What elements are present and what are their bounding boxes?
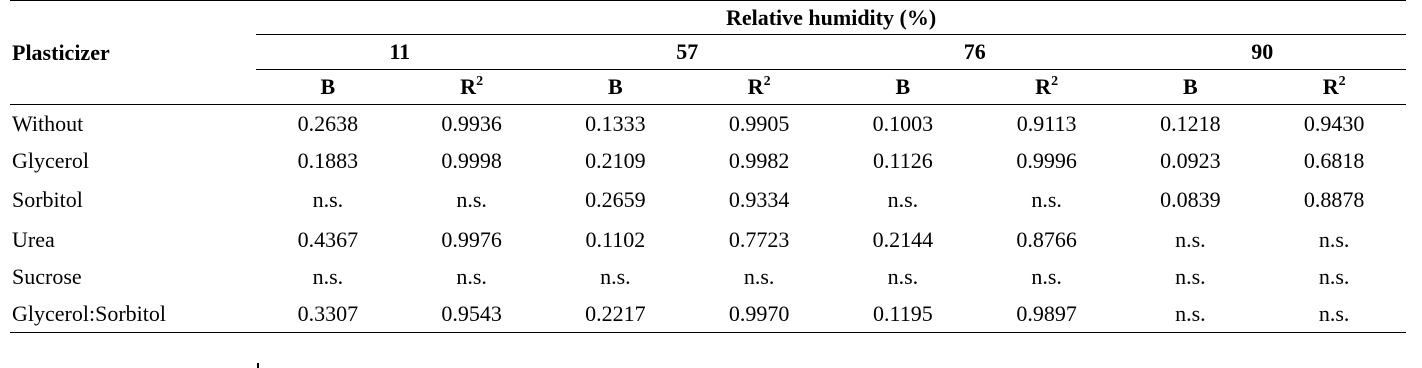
table-cell: n.s. [456,263,487,289]
r2-column-header [975,70,1119,105]
table-cell: n.s. [1031,187,1062,212]
plasticizer-name: Without [12,110,84,136]
r-label: R [460,74,477,99]
r-superscript: 2 [1338,74,1346,89]
table-cell: 0.3307 [256,295,400,333]
table-cell: 0.1883 [297,147,359,173]
table-cell: n.s. [887,263,919,289]
relative-humidity-header: Relative humidity (%) [256,1,1406,35]
bottom-edge-mark [257,363,259,368]
table-cell: 0.9905 [728,110,790,136]
r2-column-header [1262,70,1406,105]
humidity-level-header: 90 [1119,35,1407,70]
r-superscript: 2 [1051,74,1059,89]
table-cell: 0.1195 [831,295,975,333]
table-cell: 0.2638 [297,110,359,136]
b-column-header: B [831,70,975,105]
table-cell: 0.9113 [1016,110,1077,136]
plasticizer-name: Sucrose [12,263,82,289]
plasticizer-column-header: Plasticizer [10,1,256,105]
table-cell: 0.1003 [872,110,934,136]
r-label: R [1035,74,1052,99]
table-cell: 0.9976 [441,226,502,252]
table-cell: 0.2144 [872,226,934,252]
table-row [10,105,1406,143]
humidity-level-header: 57 [544,35,832,70]
table-cell: 0.4367 [297,226,359,252]
table-cell: 0.6818 [1303,147,1365,173]
table-cell: 0.8878 [1303,187,1365,212]
table-row [10,295,1406,333]
table-cell: 0.2217 [544,295,688,333]
table-cell: n.s. [1031,263,1062,289]
table-cell: 0.9430 [1303,110,1365,136]
table-cell: 0.9996 [1016,147,1077,173]
humidity-level-header: 11 [256,35,544,70]
table-cell: n.s. [1175,226,1206,252]
table-cell: n.s. [312,263,344,289]
table-cell: n.s. [887,187,919,212]
table-cell: 0.8766 [1016,226,1077,252]
table-row [10,142,1406,179]
table-cell: n.s. [1318,263,1350,289]
table-cell: n.s. [1175,263,1206,289]
table-cell: 0.1333 [585,110,646,136]
b-column-header: B [1119,70,1263,105]
table-row [10,221,1406,258]
table-cell: 0.9334 [728,187,790,212]
humidity-level-header: 76 [831,35,1119,70]
table-cell: 0.0839 [1160,187,1221,212]
table-cell: 0.1126 [873,147,933,173]
plasticizer-name: Sorbitol [12,187,83,212]
table-cell: 0.0923 [1160,147,1221,173]
r-label: R [747,74,764,99]
table-cell: 0.9982 [728,147,790,173]
table-cell: 0.1218 [1160,110,1221,136]
table-cell: 0.9543 [400,295,544,333]
r2-column-header [687,70,831,105]
r-label: R [1322,74,1339,99]
table-cell: n.s. [600,263,631,289]
table-cell: n.s. [1318,226,1350,252]
table-cell: 0.2109 [585,147,646,173]
plasticizer-name: Glycerol:Sorbitol [10,295,256,333]
table-cell: 0.9897 [975,295,1119,333]
r2-column-header [400,70,544,105]
table-cell: n.s. [743,263,775,289]
b-column-header: B [544,70,688,105]
table-cell: n.s. [1119,295,1263,333]
plasticizer-name: Urea [12,226,55,252]
table-cell: 0.9970 [687,295,831,333]
sorption-table-container [10,0,1406,333]
r-superscript: 2 [763,74,771,89]
plasticizer-name: Glycerol [12,147,89,173]
sorption-parameters-table [10,0,1406,333]
r-superscript: 2 [476,74,484,89]
b-column-header: B [256,70,400,105]
table-cell: 0.2659 [585,187,646,212]
table-row [10,179,1406,221]
table-row [10,258,1406,295]
table-cell: 0.1102 [585,226,646,252]
table-cell: n.s. [456,187,487,212]
table-cell: n.s. [312,187,344,212]
table-cell: n.s. [1262,295,1406,333]
table-cell: 0.7723 [728,226,790,252]
table-cell: 0.9998 [441,147,502,173]
table-cell: 0.9936 [441,110,502,136]
